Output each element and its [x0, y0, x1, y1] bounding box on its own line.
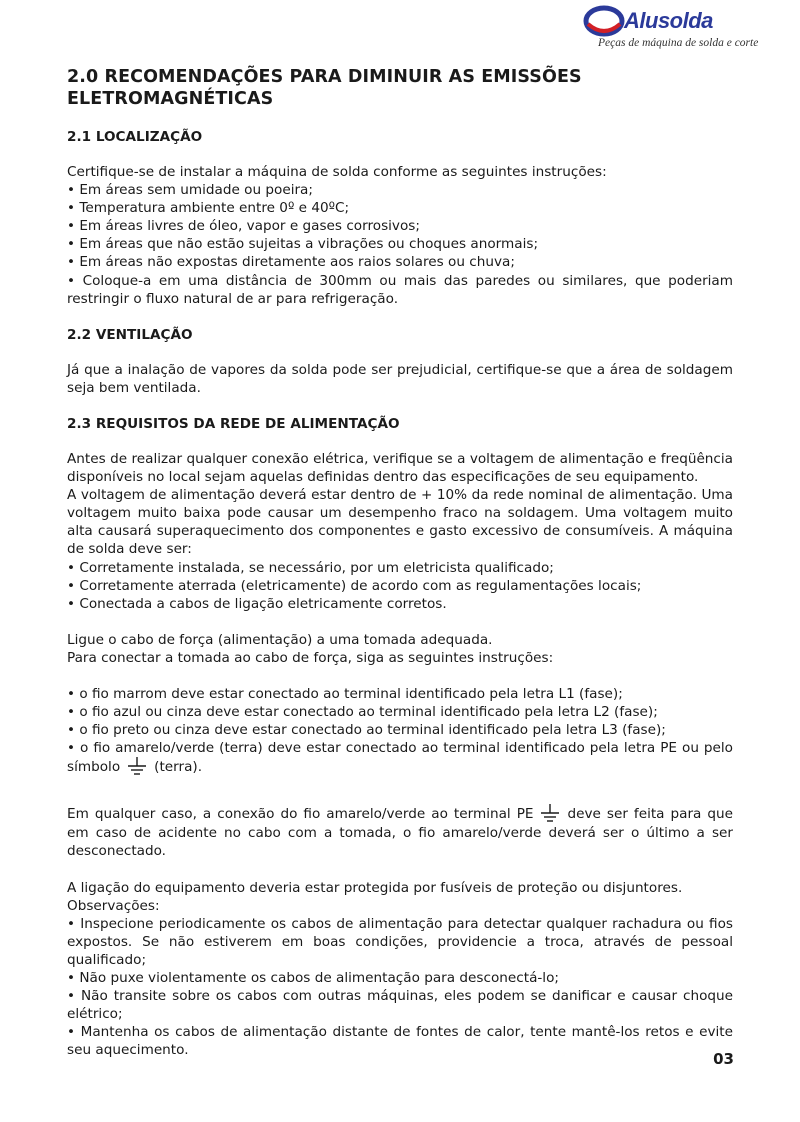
brand-name: Alusolda — [624, 8, 713, 33]
ground-symbol-icon — [126, 757, 148, 777]
list-item: • Em áreas sem umidade ou poeira; — [67, 181, 733, 199]
list-item: • Conectada a cabos de ligação eletricamente corretos. — [67, 595, 733, 613]
list-item: • o fio azul ou cinza deve estar conectado ao terminal identificado pela letra L2 (fase); — [67, 703, 733, 721]
paragraph: A voltagem de alimentação deverá estar dentro de + 10% da rede nominal de alimentação. Uma voltagem muito baixa pode causar um desempenho fraco na soldagem. Uma voltagem muito alta causará superaquecimento dos componentes e gasto excessivo de consumíveis. A máquina de solda deve ser: — [67, 487, 733, 558]
section-heading-ventilacao: 2.2 VENTILAÇÃO — [67, 326, 193, 343]
wire-earth-text: o fio amarelo/verde (terra) deve estar conectado ao terminal identificado pela letra PE ou pelo símbolo — [67, 740, 734, 776]
localizacao-block — [67, 163, 733, 308]
brand-tagline: Peças de máquina de solda e corte — [598, 37, 759, 49]
brand-logo — [582, 4, 759, 52]
observacoes-block — [67, 879, 733, 1060]
paragraph: Antes de realizar qualquer conexão elétrica, verifique se a voltagem de alimentação e freqüência disponíveis no local sejam aquelas definidas dentro das especificações de seu equipamento. — [67, 450, 733, 486]
rede-block — [67, 450, 733, 613]
pe-paragraph — [67, 804, 733, 860]
section-heading-rede: 2.3 REQUISITOS DA REDE DE ALIMENTAÇÃO — [67, 415, 400, 432]
tomada-block — [67, 631, 733, 667]
list-item — [67, 739, 733, 777]
list-item: • Em áreas que não estão sujeitas a vibrações ou choques anormais; — [67, 235, 733, 253]
list-item: • Coloque-a em uma distância de 300mm ou mais das paredes ou similares, que poderiam restringir o fluxo natural de ar para refrigeração. — [67, 272, 733, 308]
pe-text-a: Em qualquer caso, a conexão do fio amarelo/verde ao terminal PE — [67, 806, 534, 823]
paragraph: A ligação do equipamento deveria estar protegida por fusíveis de proteção ou disjuntores. — [67, 879, 683, 896]
list-item: • o fio preto ou cinza deve estar conectado ao terminal identificado pela letra L3 (fase); — [67, 721, 733, 739]
page-number: 03 — [713, 1050, 734, 1068]
list-item: • Não transite sobre os cabos com outras máquinas, eles podem se danificar e causar choque elétrico; — [67, 987, 733, 1023]
ground-symbol-icon — [539, 804, 561, 824]
ventilacao-text: Já que a inalação de vapores da solda pode ser prejudicial, certifique-se que a área de soldagem seja bem ventilada. — [67, 361, 733, 396]
list-item: • Mantenha os cabos de alimentação distante de fontes de calor, tente mantê-los retos e evite seu aquecimento. — [67, 1023, 733, 1059]
list-item: • Temperatura ambiente entre 0º e 40ºC; — [67, 199, 733, 217]
logo-swoosh-icon — [582, 4, 626, 38]
list-item: • Em áreas livres de óleo, vapor e gases corrosivos; — [67, 217, 733, 235]
list-item: • Em áreas não expostas diretamente aos raios solares ou chuva; — [67, 253, 733, 271]
wire-list — [67, 685, 733, 777]
page-title: 2.0 RECOMENDAÇÕES PARA DIMINUIR AS EMISSÕES ELETROMAGNÉTICAS — [67, 67, 582, 109]
list-item: • Corretamente instalada, se necessário, por um eletricista qualificado; — [67, 559, 733, 577]
observacoes-label: Observações: — [67, 897, 160, 914]
document-body — [67, 66, 733, 1059]
paragraph: Ligue o cabo de força (alimentação) a uma tomada adequada. — [67, 631, 493, 648]
paragraph: Para conectar a tomada ao cabo de força, siga as seguintes instruções: — [67, 649, 554, 666]
section-heading-localizacao: 2.1 LOCALIZAÇÃO — [67, 129, 203, 145]
list-item: • Inspecione periodicamente os cabos de alimentação para detectar qualquer rachadura ou fios expostos. Se não estiverem em boas condições, providencie a troca, através de pessoal qualificado; — [67, 915, 733, 969]
list-item: • o fio marrom deve estar conectado ao terminal identificado pela letra L1 (fase); — [67, 685, 733, 703]
pe-text-b: deve ser feita para que em caso de acidente no cabo com a tomada, o fio amarelo/verde deverá ser o último a ser desconectado. — [67, 806, 733, 860]
list-item: • Corretamente aterrada (eletricamente) de acordo com as regulamentações locais; — [67, 577, 733, 595]
list-item: • Não puxe violentamente os cabos de alimentação para desconectá-lo; — [67, 969, 733, 987]
localizacao-intro: Certifique-se de instalar a máquina de solda conforme as seguintes instruções: — [67, 164, 607, 180]
wire-earth-suffix: (terra). — [154, 759, 203, 776]
